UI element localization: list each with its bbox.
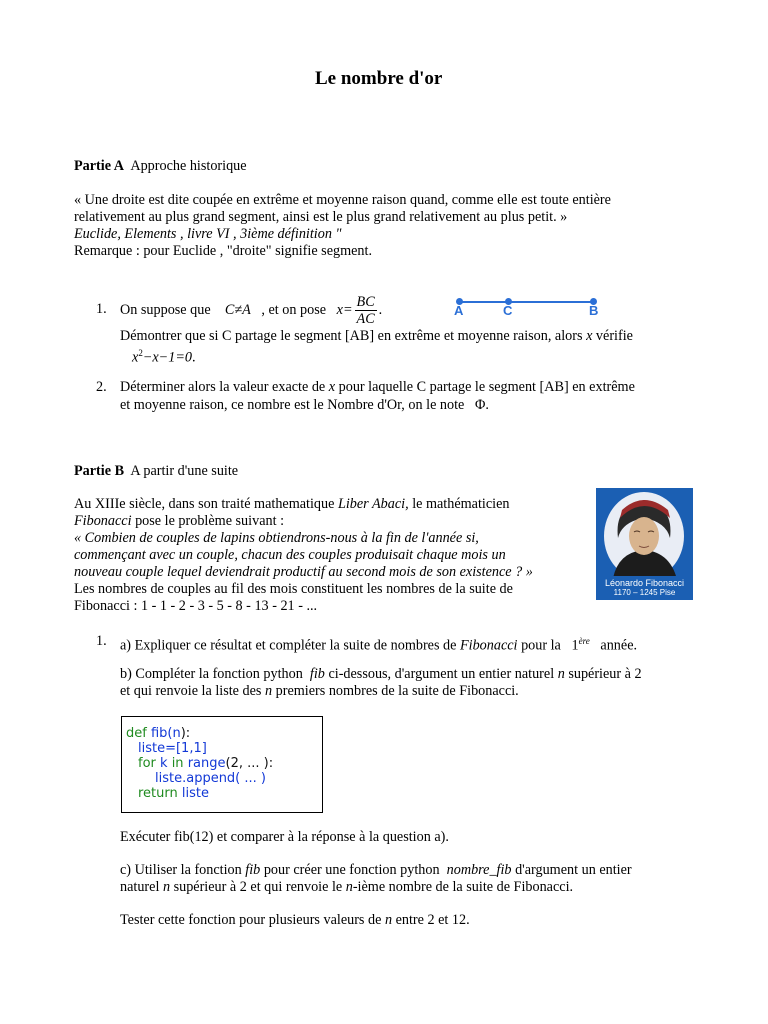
phi-symbol: Φ	[475, 397, 486, 413]
equation-x2-x-1: $x^2-x-1=0$.	[132, 348, 196, 366]
condition-c-neq-a: C≠A	[224, 302, 251, 318]
question-b1c-line-1: c) Utiliser la fonction fib pour créer une fonction python nombre_fib d'argument un entier	[120, 862, 632, 878]
euclid-source: Euclide, Elements , livre VI , 3ième définition "	[74, 226, 342, 242]
fibonacci-portrait	[596, 488, 693, 600]
fibonacci-intro-line-3: Les nombres de couples au fil des mois constituent les nombres de la suite de	[74, 581, 513, 597]
point-c-label: C	[503, 303, 513, 318]
euclid-remark: Remarque : pour Euclide , "droite" signifie segment.	[74, 243, 373, 259]
question-a2-number: 2.	[96, 379, 107, 395]
euclid-quote-line-1: « Une droite est dite coupée en extrême et moyenne raison quand, comme elle est toute entière	[74, 192, 611, 208]
code-line-3: for k in range(2, ... ):	[138, 756, 274, 771]
question-a2-line-2: et moyenne raison, ce nombre est le Nombre d'Or, on le note Φ.	[120, 397, 489, 413]
portrait-caption-line-1: Léonardo Fibonacci	[604, 578, 685, 588]
code-line-2: liste=[1,1]	[138, 741, 207, 756]
rabbit-question-line-2: commençant avec un couple, chacun des couples produisait chaque mois un	[74, 547, 506, 563]
question-b1b-line-1: b) Compléter la fonction python fib ci-dessous, d'argument un entier naturel n supérieur à 2	[120, 666, 642, 682]
question-b1c-line-2: naturel n supérieur à 2 et qui renvoie le n-ième nombre de la suite de Fibonacci.	[120, 879, 574, 895]
question-a2-line-1: Déterminer alors la valeur exacte de x pour laquelle C partage le segment [AB] en extrême	[120, 379, 635, 395]
segment-ab-line	[460, 301, 594, 303]
part-a-title: Approche historique	[130, 158, 247, 174]
fraction-bc-over-ac: $\frac{BC}{AC}$	[356, 294, 375, 328]
page-title: Le nombre d'or	[315, 68, 443, 89]
code-line-1: def fib(n):	[126, 726, 191, 741]
code-line-4: liste.append( ... )	[155, 771, 266, 786]
part-b-heading	[74, 463, 238, 480]
intro-line-2: Fibonacci pose le problème suivant :	[74, 513, 285, 529]
python-code-block	[121, 716, 323, 813]
part-a-label: Partie A	[74, 158, 125, 174]
rabbit-question-line-3: nouveau couple lequel deviendrait productif au second mois de son existence ? »	[74, 564, 533, 580]
euclid-quote-line-2: relativement au plus grand segment, ainsi est le plus grand relativement au plus petit. »	[74, 209, 568, 225]
question-b1a: a) Expliquer ce résultat et compléter la suite de nombres de Fibonacci pour la 1ère année.	[120, 636, 638, 654]
question-a1-line-1: On suppose que C≠A , et on pose x= $\frac{BC}{AC}$ .	[120, 294, 383, 328]
part-b-title: A partir d'une suite	[130, 463, 239, 479]
rabbit-question-line-1: « Combien de couples de lapins obtiendrons-nous à la fin de l'année si,	[74, 530, 479, 546]
question-b1-number: 1.	[96, 633, 107, 649]
question-a1-number: 1.	[96, 301, 107, 317]
fibonacci-sequence: Fibonacci : 1 - 1 - 2 - 3 - 5 - 8 - 13 - 21 - ...	[74, 598, 318, 614]
point-a-label: A	[454, 303, 464, 318]
intro-line-1: Au XIIIe siècle, dans son traité mathematique Liber Abaci, le mathématicien	[74, 496, 510, 512]
test-instruction: Tester cette fonction pour plusieurs valeurs de n entre 2 et 12.	[120, 912, 470, 928]
point-b-label: B	[589, 303, 599, 318]
portrait-caption-line-2: 1170 – 1245 Pise	[613, 588, 676, 597]
part-b-label: Partie B	[74, 463, 125, 479]
part-a-heading	[74, 158, 247, 175]
code-line-5: return liste	[138, 786, 209, 801]
question-a1-line-2: Démontrer que si C partage le segment [AB] en extrême et moyenne raison, alors x vérifie	[120, 328, 633, 344]
question-b1b-line-2: et qui renvoie la liste des n premiers nombres de la suite de Fibonacci.	[120, 683, 519, 699]
execute-instruction: Exécuter fib(12) et comparer à la réponse à la question a).	[120, 829, 449, 845]
